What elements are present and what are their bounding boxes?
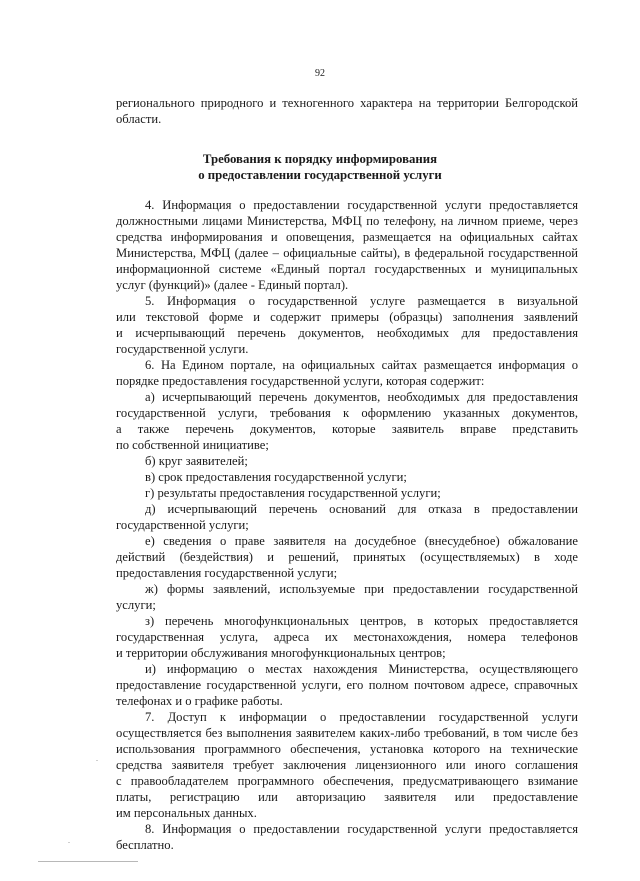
list-item-line: в) срок предоставления государственной услуги; bbox=[145, 470, 407, 484]
list-item-line: а) исчерпывающий перечень документов, необходимых для предоставления bbox=[145, 390, 578, 404]
list-item-line: з) перечень многофункциональных центров, в которых предоставляется bbox=[145, 614, 578, 628]
body-line: бесплатно. bbox=[116, 838, 174, 852]
list-item-line: государственной услуги, требования к оформлению указанных документов, bbox=[116, 406, 578, 420]
list-item-line: ж) формы заявлений, используемые при предоставлении государственной bbox=[145, 582, 578, 596]
list-item-line: действий (бездействия) и решений, принятых (осуществляемых) в ходе bbox=[116, 550, 578, 564]
body-line: платы, регистрацию или авторизацию заявителя или предоставление bbox=[116, 790, 578, 804]
body-line: 5. Информация о государственной услуге размещается в визуальной bbox=[145, 294, 578, 308]
scan-mark bbox=[96, 760, 98, 761]
list-item-line: по собственной инициативе; bbox=[116, 438, 269, 452]
body-line: услуг (функций)» (далее - Единый портал). bbox=[116, 278, 349, 292]
list-item-line: г) результаты предоставления государственной услуги; bbox=[145, 486, 441, 500]
section-heading-line: о предоставлении государственной услуги bbox=[198, 168, 442, 182]
list-item-line: е) сведения о праве заявителя на досудебное (внесудебное) обжалование bbox=[145, 534, 578, 548]
body-line: государственной услуги. bbox=[116, 342, 249, 356]
body-line: 4. Информация о предоставлении государственной услуги предоставляется bbox=[145, 198, 578, 212]
list-item-line: б) круг заявителей; bbox=[145, 454, 248, 468]
list-item-line: услуги; bbox=[116, 598, 156, 612]
body-line: средства информирования и оповещения, размещается на официальных сайтах bbox=[116, 230, 578, 244]
body-line: 8. Информация о предоставлении государственной услуги предоставляется bbox=[145, 822, 578, 836]
body-line: с правообладателем программного обеспечения, предусматривающего взимание bbox=[116, 774, 578, 788]
body-line: 6. На Едином портале, на официальных сайтах размещается информация о bbox=[145, 358, 578, 372]
body-line: 7. Доступ к информации о предоставлении государственной услуги bbox=[145, 710, 578, 724]
list-item-line: и) информацию о местах нахождения Министерства, осуществляющего bbox=[145, 662, 578, 676]
body-line: должностными лицами Министерства, МФЦ по телефону, на личном приеме, через bbox=[116, 214, 578, 228]
body-line: информационной системе «Единый портал государственных и муниципальных bbox=[116, 262, 578, 276]
list-item-line: предоставления государственной услуги; bbox=[116, 566, 338, 580]
scan-mark bbox=[68, 842, 70, 843]
list-item-line: д) исчерпывающий перечень оснований для отказа в предоставлении bbox=[145, 502, 578, 516]
body-line: или текстовой форме и содержит примеры (образцы) заполнения заявлений bbox=[116, 310, 578, 324]
page-number: 92 bbox=[315, 68, 325, 79]
list-item-line: государственной услуги; bbox=[116, 518, 249, 532]
body-line: использования программного обеспечения, установка которого на технические bbox=[116, 742, 578, 756]
body-line: и исчерпывающий перечень документов, необходимых для предоставления bbox=[116, 326, 578, 340]
list-item-line: предоставление государственной услуги, его полном почтовом адресе, справочных bbox=[116, 678, 578, 692]
list-item-line: а также перечень документов, которые заявитель вправе представить bbox=[116, 422, 578, 436]
list-item-line: телефонах и о графике работы. bbox=[116, 694, 283, 708]
intro-line: регионального природного и техногенного характера на территории Белгородской bbox=[116, 96, 578, 110]
body-line: осуществляется без выполнения заявителем каких-либо требований, в том числе без bbox=[116, 726, 578, 740]
scan-edge-line bbox=[38, 861, 138, 862]
body-line: Министерства, МФЦ (далее – официальные сайты), в федеральной государственной bbox=[116, 246, 578, 260]
list-item-line: государственная услуга, адреса их местонахождения, номера телефонов bbox=[116, 630, 578, 644]
list-item-line: и территории обслуживания многофункциональных центров; bbox=[116, 646, 446, 660]
body-line: им персональных данных. bbox=[116, 806, 257, 820]
body-line: средства заявителя требует заключения лицензионного или иного соглашения bbox=[116, 758, 578, 772]
intro-line: области. bbox=[116, 112, 162, 126]
section-heading-line: Требования к порядку информирования bbox=[202, 152, 438, 166]
body-line: порядке предоставления государственной услуги, которая содержит: bbox=[116, 374, 485, 388]
